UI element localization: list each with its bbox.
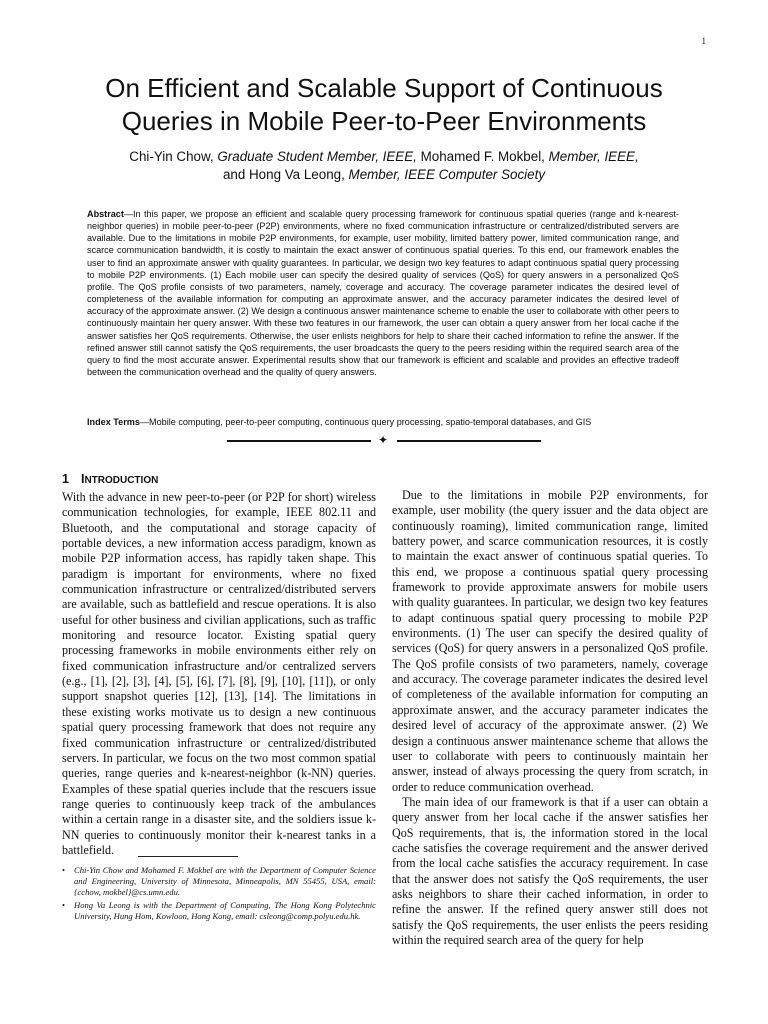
- footnote-1: [62, 865, 376, 898]
- index-terms: [87, 416, 687, 428]
- section-title-rest: NTRODUCTION: [84, 475, 159, 486]
- section-heading: [62, 472, 158, 486]
- author-3-role: Member, IEEE Computer Society: [348, 167, 546, 182]
- author-1-role: Graduate Student Member, IEEE,: [217, 149, 417, 164]
- column-right: [392, 488, 708, 948]
- column-left: [62, 490, 376, 858]
- separator-rule-right: [397, 440, 541, 442]
- author-3-name: and Hong Va Leong,: [222, 167, 345, 182]
- title-line-2: Queries in Mobile Peer-to-Peer Environments: [121, 106, 647, 136]
- intro-paragraph-2: Due to the limitations in mobile P2P environments, for example, user mobility (the query issuer and the data object are continuously roaming), limited communication range, limited battery power, and scarce communication resources, it is costly to maintain the exact answer of continuous spatial queries. To this end, we propose a continuous spatial query processing framework to provide approximate answers for mobile users with quality guarantees. In particular, we design two key features to adapt continuous spatial query processing to mobile P2P environments. (1) The user can specify the desired quality of services (QoS) for query answers in a personalized QoS profile. The QoS profile consists of two parameters, namely, coverage and accuracy. The coverage parameter indicates the desired level of completeness of the available information for computing an approximate answer, and the accuracy parameter indicates the desired level of accuracy of the approximate answer. (2) We design a continuous answer maintenance scheme that allows the user to collaborate with peers to continuously maintain her answer, instead of always processing the query from scratch, in order to reduce communication overhead.: [392, 488, 708, 794]
- author-block: [40, 148, 728, 184]
- index-terms-text: —Mobile computing, peer-to-peer computing, continuous query processing, spatio-temporal databases, and GIS: [139, 417, 592, 427]
- author-1-name: Chi-Yin Chow,: [129, 149, 214, 164]
- footnotes: [62, 865, 376, 924]
- abstract-label: Abstract: [87, 209, 124, 219]
- footnote-bullet: •: [62, 865, 66, 875]
- intro-paragraph-1: With the advance in new peer-to-peer (or P2P for short) wireless communication technologies, for example, IEEE 802.11 and Bluetooth, and the computational and storage capacity of portable devices, a new information access paradigm, known as mobile P2P information access, has rapidly taken shape. This paradigm is important for environments, where no fixed communication infrastructure or centralized/distributed servers are available, such as battlefield and rescue operations. It is also useful for other business and civilian applications, such as traffic monitoring and resource locator. Existing spatial query processing frameworks in mobile environments either rely on fixed communication infrastructure and/or centralized servers (e.g., [1], [2], [3], [4], [5], [6], [7], [8], [9], [10], [11]), or only support snapshot queries [12], [13], [14]. The limitations in these existing works motivate us to design a new continuous spatial query processing framework that does not require any fixed communication infrastructure or centralized/distributed servers. In particular, we focus on the two most common spatial queries, range queries and k-nearest-neighbor (k-NN) queries. Examples of these spatial queries include that the rescuers issue range queries to continuously keep track of the ambulances within a certain range in a disaster site, and the soldiers issue k-NN queries to continuously monitor their k-nearest tanks in a battlefield.: [62, 490, 376, 857]
- paper-title: [40, 72, 728, 138]
- section-separator: [227, 433, 541, 447]
- page-number: 1: [701, 36, 706, 46]
- section-number: 1: [62, 472, 69, 486]
- diamond-icon: ✦: [378, 433, 389, 447]
- intro-paragraph-3: The main idea of our framework is that if a user can obtain a query answer from her local cache if the answer satisfies her QoS requirements, that is, the information stored in the local cache satisfies the coverage requirement and the answer derived from the local cache satisfies the accuracy requirement. In case that the answer does not satisfy the QoS requirements, the user asks neighbors to share their cached information, in order to refine the answer. If the refined query answer still does not satisfy the QoS requirements, the user enlists the peers residing within the required search area of the query for help: [392, 794, 708, 947]
- footnote-2: [62, 900, 376, 922]
- author-line-1: [40, 148, 728, 166]
- footnote-rule: [138, 856, 238, 857]
- abstract-text: —In this paper, we propose an efficient and scalable query processing framework for continuous spatial queries (range and k-nearest-neighbor queries) in mobile peer-to-peer (P2P) environments, where no fixed communication infrastructure or centralized/distributed servers are available. Due to the limitations in mobile P2P environments, for example, user mobility, limited battery power, limited communication range, and scarce communication bandwidth, it is costly to maintain the exact answer of continuous spatial queries. To this end, our framework enables the user to find an approximate answer with quality guarantees. In particular, we design two key features to adapt continuous spatial query processing to mobile P2P environments. (1) Each mobile user can specify the desired quality of services (QoS) for query answers in a personalized QoS profile. The QoS profile consists of two parameters, namely, coverage and accuracy. The coverage parameter indicates the desired level of completeness of the available information for computing an approximate answer, and the accuracy parameter indicates the desired level of accuracy of the approximate answer. (2) We design a continuous answer maintenance scheme to enable the user to collaborate with other peers to continuously maintain her query answer. With these two features in our framework, the user can obtain a query answer from her local cache if the answer satisfies her QoS requirements. Otherwise, the user enlists neighbors for help to share their cached information to refine the answer. If the refined answer still cannot satisfy the QoS requirements, the user broadcasts the query to the peers residing within the required search area of the query to find the most accurate answer. Experimental results show that our framework is efficient and scalable and provides an effective tradeoff between the communication overhead and the quality of query answers.: [87, 209, 679, 378]
- separator-rule-left: [227, 440, 371, 442]
- author-2-name: Mohamed F. Mokbel,: [420, 149, 545, 164]
- index-terms-label: Index Terms: [87, 417, 140, 427]
- author-2-role: Member, IEEE,: [548, 149, 639, 164]
- author-line-2: [40, 166, 728, 184]
- footnote-bullet: •: [62, 900, 66, 910]
- footnote-1-text: Chi-Yin Chow and Mohamed F. Mokbel are with the Department of Computer Science and Engineering, University of Minnesota, Minneapolis, MN 55455, USA, email: {cchow, mokbel}@cs.umn.edu.: [74, 865, 376, 897]
- title-line-1: On Efficient and Scalable Support of Continuous: [105, 73, 663, 103]
- footnote-2-text: Hong Va Leong is with the Department of Computing, The Hong Kong Polytechnic University, Hung Hom, Kowloon, Hong Kong, email: csleong@comp.polyu.edu.hk.: [74, 900, 376, 921]
- abstract: [87, 208, 679, 378]
- section-initial: I: [80, 472, 85, 486]
